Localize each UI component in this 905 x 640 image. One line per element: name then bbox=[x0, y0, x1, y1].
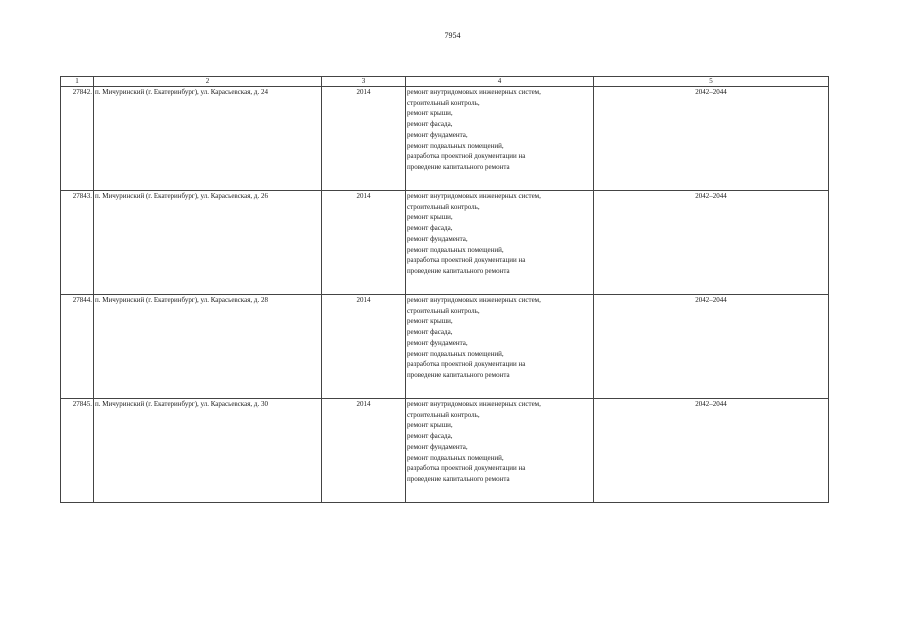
column-header-period: 5 bbox=[594, 77, 829, 87]
work-item: разработка проектной документации на bbox=[407, 360, 526, 369]
work-item: разработка проектной документации на bbox=[407, 256, 526, 265]
table-row bbox=[61, 191, 829, 295]
work-item: разработка проектной документации на bbox=[407, 152, 526, 161]
row-address: п. Мичуринский (г. Екатеринбург), ул. Карасьевская, д. 30 bbox=[94, 399, 322, 503]
row-number: 27845. bbox=[61, 399, 94, 503]
row-period: 2042–2044 bbox=[594, 191, 829, 295]
work-item: ремонт фасада, bbox=[407, 432, 453, 441]
work-item: ремонт крыши, bbox=[407, 213, 453, 222]
work-item: проведение капитального ремонта bbox=[407, 162, 510, 171]
row-works bbox=[406, 295, 594, 399]
work-item: строительный контроль, bbox=[407, 202, 480, 211]
work-item: ремонт крыши, bbox=[407, 317, 453, 326]
row-works bbox=[406, 191, 594, 295]
work-item: ремонт фундамента, bbox=[407, 338, 468, 347]
work-item: ремонт внутридомовых инженерных систем, bbox=[407, 296, 541, 304]
registry-table bbox=[60, 76, 829, 503]
work-item: ремонт фундамента, bbox=[407, 442, 468, 451]
row-year: 2014 bbox=[322, 295, 406, 399]
work-item: ремонт фундамента, bbox=[407, 234, 468, 243]
work-item: ремонт фасада, bbox=[407, 120, 453, 129]
work-item: проведение капитального ремонта bbox=[407, 370, 510, 379]
work-item: ремонт внутридомовых инженерных систем, bbox=[407, 88, 541, 96]
row-number: 27843. bbox=[61, 191, 94, 295]
work-item: ремонт фасада, bbox=[407, 224, 453, 233]
work-item: ремонт внутридомовых инженерных систем, bbox=[407, 400, 541, 408]
row-address: п. Мичуринский (г. Екатеринбург), ул. Карасьевская, д. 24 bbox=[94, 87, 322, 191]
work-item: ремонт подвальных помещений, bbox=[407, 453, 504, 462]
work-item: ремонт внутридомовых инженерных систем, bbox=[407, 192, 541, 200]
row-works bbox=[406, 87, 594, 191]
work-item: проведение капитального ремонта bbox=[407, 474, 510, 483]
row-address: п. Мичуринский (г. Екатеринбург), ул. Карасьевская, д. 26 bbox=[94, 191, 322, 295]
work-item: строительный контроль, bbox=[407, 306, 480, 315]
work-item: ремонт фасада, bbox=[407, 328, 453, 337]
work-item: строительный контроль, bbox=[407, 410, 480, 419]
work-item: ремонт крыши, bbox=[407, 421, 453, 430]
page-number: 7954 bbox=[444, 31, 461, 40]
header-row bbox=[61, 77, 829, 87]
work-item: ремонт подвальных помещений, bbox=[407, 245, 504, 254]
work-item: ремонт подвальных помещений, bbox=[407, 141, 504, 150]
column-header-year: 3 bbox=[322, 77, 406, 87]
table-body bbox=[61, 87, 829, 503]
work-item: ремонт фундамента, bbox=[407, 130, 468, 139]
row-period: 2042–2044 bbox=[594, 399, 829, 503]
row-period: 2042–2044 bbox=[594, 295, 829, 399]
table-row bbox=[61, 87, 829, 191]
work-item: ремонт подвальных помещений, bbox=[407, 349, 504, 358]
row-address: п. Мичуринский (г. Екатеринбург), ул. Карасьевская, д. 28 bbox=[94, 295, 322, 399]
column-header-number: 1 bbox=[61, 77, 94, 87]
table-row bbox=[61, 399, 829, 503]
table-header bbox=[61, 77, 829, 87]
table-row bbox=[61, 295, 829, 399]
row-year: 2014 bbox=[322, 87, 406, 191]
column-header-works: 4 bbox=[406, 77, 594, 87]
row-year: 2014 bbox=[322, 191, 406, 295]
row-period: 2042–2044 bbox=[594, 87, 829, 191]
work-item: ремонт крыши, bbox=[407, 109, 453, 118]
row-number: 27842. bbox=[61, 87, 94, 191]
row-year: 2014 bbox=[322, 399, 406, 503]
row-works bbox=[406, 399, 594, 503]
work-item: строительный контроль, bbox=[407, 98, 480, 107]
work-item: разработка проектной документации на bbox=[407, 464, 526, 473]
column-header-address: 2 bbox=[94, 77, 322, 87]
work-item: проведение капитального ремонта bbox=[407, 266, 510, 275]
row-number: 27844. bbox=[61, 295, 94, 399]
